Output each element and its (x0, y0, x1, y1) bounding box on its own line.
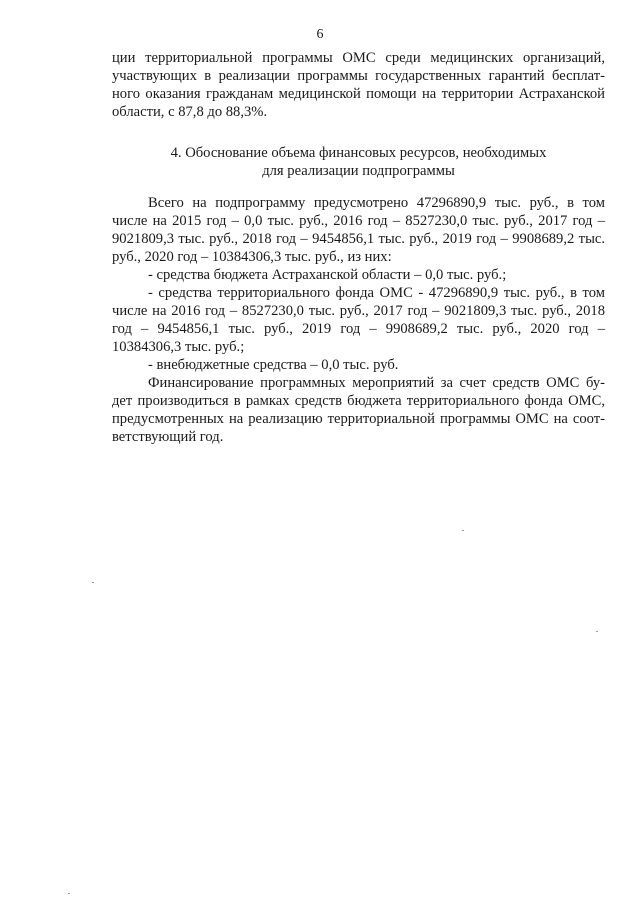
intro-paragraph (112, 49, 605, 121)
section-heading (112, 144, 605, 180)
intro-line: участвующих в реализации программы государственных гарантий бесплат- (112, 68, 605, 84)
fund-line: 10384306,3 тыс. руб.; (112, 339, 245, 355)
fund-line: год – 9454856,1 тыс. руб., 2019 год – 9908689,2 тыс. руб., 2020 год – (112, 321, 605, 337)
total-line: руб., 2020 год – 10384306,3 тыс. руб., из них: (112, 249, 392, 265)
fund-line: - средства территориального фонда ОМС - 47296890,9 тыс. руб., в том (148, 285, 605, 301)
section-heading-line: 4. Обоснование объема финансовых ресурсов, необходимых (170, 145, 547, 161)
intro-line: ного оказания гражданам медицинской помощи на территории Астраханской (112, 86, 605, 102)
total-line: Всего на подпрограмму предусмотрено 47296890,9 тыс. руб., в том (148, 195, 605, 211)
intro-line: ции территориальной программы ОМС среди медицинских организаций, (112, 50, 605, 66)
scan-speck (596, 631, 598, 632)
financing-line: предусмотренных на реализацию территориальной программы ОМС на соот- (112, 411, 605, 427)
extra-budget-line: - внебюджетные средства – 0,0 тыс. руб. (148, 357, 399, 373)
total-line: числе на 2015 год – 0,0 тыс. руб., 2016 год – 8527230,0 тыс. руб., 2017 год – (112, 213, 605, 229)
page-number: 6 (316, 27, 324, 42)
fund-line: числе на 2016 год – 8527230,0 тыс. руб., 2017 год – 9021809,3 тыс. руб., 2018 (112, 303, 605, 319)
budget-line: - средства бюджета Астраханской области – 0,0 тыс. руб.; (148, 267, 507, 283)
section-heading-line: для реализации подпрограммы (262, 163, 455, 179)
intro-line: области, с 87,8 до 88,3%. (112, 104, 268, 120)
total-line: 9021809,3 тыс. руб., 2018 год – 9454856,1 тыс. руб., 2019 год – 9908689,2 тыс. (112, 231, 605, 247)
scan-speck (462, 530, 464, 531)
financing-line: дет производиться в рамках средств бюджета территориального фонда ОМС, (112, 393, 605, 409)
scan-speck (68, 893, 70, 894)
scan-speck (92, 582, 94, 583)
financing-line: ветствующий год. (112, 429, 224, 445)
financing-line: Финансирование программных мероприятий за счет средств ОМС бу- (148, 375, 605, 391)
financing-section (112, 194, 605, 446)
